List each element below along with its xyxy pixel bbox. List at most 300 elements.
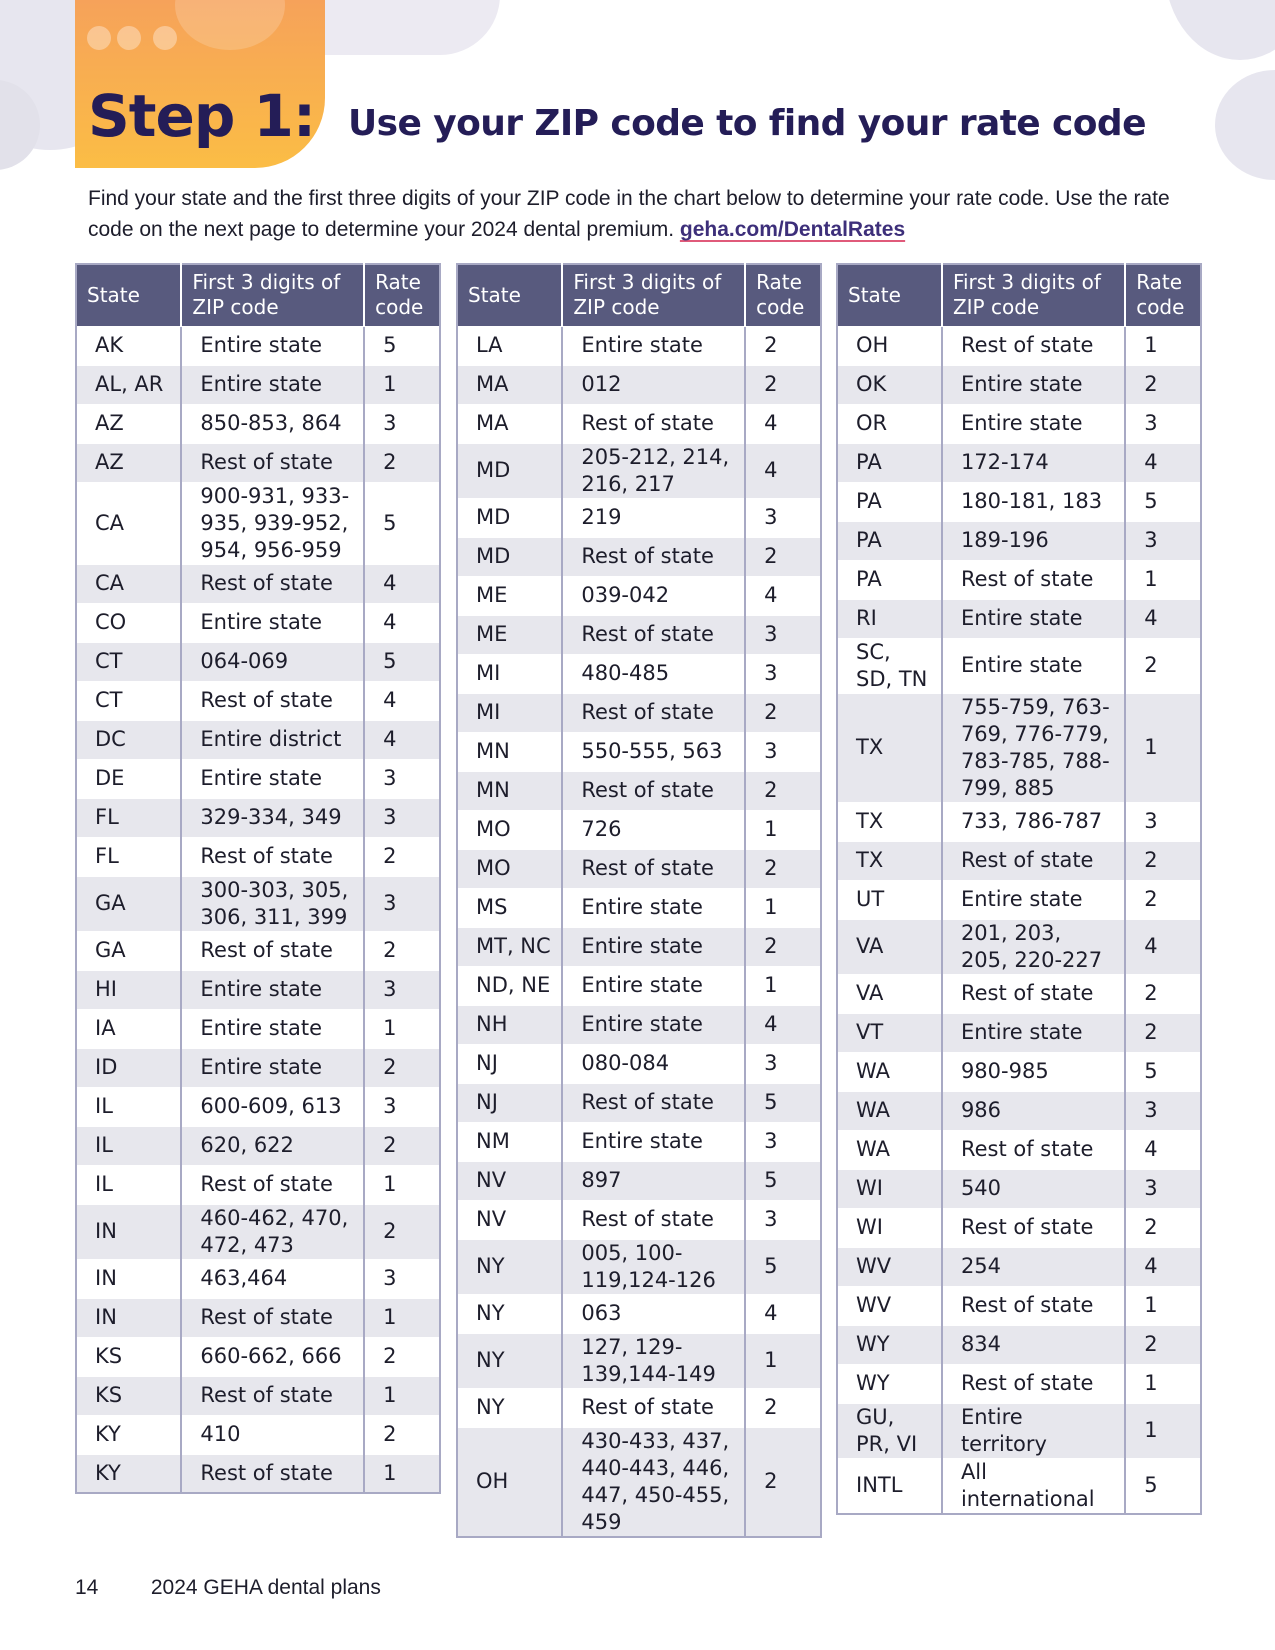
table-row (76, 603, 440, 642)
zip-cell: Entire state (942, 404, 1125, 443)
zip-cell: 430-433, 437, 440-443, 446, 447, 450-455, 459 (562, 1427, 745, 1537)
badge-dot (153, 26, 177, 50)
state-cell: NY (457, 1239, 562, 1294)
table-row (457, 498, 821, 537)
state-cell: KY (76, 1415, 181, 1454)
state-cell: IL (76, 1087, 181, 1126)
rate-cell: 1 (1125, 326, 1201, 365)
state-cell: MD (457, 498, 562, 537)
zip-cell: Entire state (181, 1048, 364, 1087)
rate-cell: 3 (364, 876, 440, 931)
rate-cell: 4 (364, 603, 440, 642)
state-cell: MI (457, 654, 562, 693)
table-row (457, 365, 821, 404)
zip-cell: 219 (562, 498, 745, 537)
state-cell: DE (76, 759, 181, 798)
badge-bubble (175, 0, 285, 50)
state-cell: VA (837, 919, 942, 974)
zip-cell: 980-985 (942, 1052, 1125, 1091)
header-zip: First 3 digits of ZIP code (181, 264, 364, 326)
zip-cell: Entire district (181, 720, 364, 759)
table-header-row (457, 264, 821, 326)
rate-cell: 2 (1125, 1208, 1201, 1247)
table-row (837, 1169, 1201, 1208)
state-cell: MO (457, 810, 562, 849)
rate-cell: 5 (364, 482, 440, 564)
rate-cell: 1 (745, 1333, 821, 1388)
state-cell: WV (837, 1247, 942, 1286)
rate-cell: 2 (1125, 1013, 1201, 1052)
zip-cell: 900-931, 933-935, 939-952, 954, 956-959 (181, 482, 364, 564)
table-row (457, 326, 821, 365)
state-cell: IN (76, 1204, 181, 1259)
rate-cell: 2 (745, 1427, 821, 1537)
state-cell: HI (76, 970, 181, 1009)
state-cell: CA (76, 482, 181, 564)
zip-cell: Rest of state (181, 837, 364, 876)
state-cell: ME (457, 615, 562, 654)
table-row (76, 642, 440, 681)
state-cell: VT (837, 1013, 942, 1052)
state-cell: NM (457, 1122, 562, 1161)
rate-cell: 3 (745, 1200, 821, 1239)
rate-cell: 4 (1125, 1130, 1201, 1169)
rate-cell: 4 (364, 681, 440, 720)
zip-cell: 540 (942, 1169, 1125, 1208)
rate-table-3 (836, 263, 1202, 1515)
zip-cell: Rest of state (942, 1286, 1125, 1325)
zip-cell: Rest of state (562, 1200, 745, 1239)
table-row (837, 560, 1201, 599)
zip-cell: 755-759, 763-769, 776-779, 783-785, 788-799, 885 (942, 693, 1125, 802)
header-state: State (457, 264, 562, 326)
state-cell: PA (837, 443, 942, 482)
zip-cell: Entire state (942, 1013, 1125, 1052)
table-row (457, 888, 821, 927)
table-row (457, 654, 821, 693)
rate-cell: 2 (1125, 638, 1201, 693)
state-cell: GA (76, 876, 181, 931)
table-body (837, 326, 1201, 1514)
state-cell: MN (457, 732, 562, 771)
table-row (837, 1052, 1201, 1091)
rate-cell: 5 (1125, 482, 1201, 521)
zip-cell: 620, 622 (181, 1126, 364, 1165)
state-cell: GA (76, 931, 181, 970)
zip-cell: Rest of state (942, 841, 1125, 880)
state-cell: OR (837, 404, 942, 443)
zip-cell: Rest of state (562, 771, 745, 810)
table-row (76, 970, 440, 1009)
rate-cell: 4 (745, 404, 821, 443)
rate-cell: 5 (1125, 1458, 1201, 1514)
rate-cell: 5 (1125, 1052, 1201, 1091)
zip-cell: 550-555, 563 (562, 732, 745, 771)
table-row (457, 1083, 821, 1122)
rate-cell: 2 (364, 837, 440, 876)
state-cell: WV (837, 1286, 942, 1325)
state-cell: MN (457, 771, 562, 810)
state-cell: NY (457, 1333, 562, 1388)
rate-cell: 1 (1125, 1364, 1201, 1403)
rate-cell: 3 (364, 798, 440, 837)
table-row (457, 1200, 821, 1239)
rate-cell: 3 (745, 654, 821, 693)
rate-cell: 5 (364, 326, 440, 365)
state-cell: WA (837, 1091, 942, 1130)
zip-cell: Rest of state (562, 849, 745, 888)
zip-cell: Rest of state (942, 1364, 1125, 1403)
table-header-row (837, 264, 1201, 326)
zip-cell: Rest of state (562, 615, 745, 654)
state-cell: MA (457, 404, 562, 443)
state-cell: CT (76, 642, 181, 681)
zip-cell: 064-069 (181, 642, 364, 681)
rate-cell: 5 (364, 642, 440, 681)
table-row (457, 537, 821, 576)
state-cell: MA (457, 365, 562, 404)
zip-cell: Entire state (562, 1122, 745, 1161)
zip-cell: 039-042 (562, 576, 745, 615)
rate-cell: 1 (364, 1376, 440, 1415)
rate-cell: 4 (745, 576, 821, 615)
table-row (837, 521, 1201, 560)
rate-cell: 1 (1125, 560, 1201, 599)
zip-cell: Entire state (562, 326, 745, 365)
state-cell: IL (76, 1126, 181, 1165)
state-cell: TX (837, 841, 942, 880)
header-state: State (837, 264, 942, 326)
table-row (76, 1126, 440, 1165)
table-row (457, 1427, 821, 1537)
table-row (76, 1415, 440, 1454)
zip-cell: Entire state (942, 638, 1125, 693)
rate-cell: 2 (745, 771, 821, 810)
rate-cell: 2 (364, 1204, 440, 1259)
state-cell: ND, NE (457, 966, 562, 1005)
table-row (837, 802, 1201, 841)
table-row (76, 1298, 440, 1337)
page-footer (75, 1576, 381, 1600)
table-row (76, 1048, 440, 1087)
rate-cell: 3 (364, 1259, 440, 1298)
table-row (457, 966, 821, 1005)
header-zip: First 3 digits of ZIP code (562, 264, 745, 326)
rate-cell: 3 (364, 1087, 440, 1126)
zip-cell: 201, 203, 205, 220-227 (942, 919, 1125, 974)
intro-text: Find your state and the first three digits of your ZIP code in the chart below to determine your rate code. Use the rate code on the next page to determine your 2024 dental premium. (88, 187, 1170, 241)
zip-cell: 733, 786-787 (942, 802, 1125, 841)
rate-cell: 4 (1125, 443, 1201, 482)
state-cell: WY (837, 1325, 942, 1364)
state-cell: AL, AR (76, 365, 181, 404)
rate-cell: 4 (1125, 1247, 1201, 1286)
background-blob (1165, 0, 1275, 60)
state-cell: WA (837, 1130, 942, 1169)
zip-cell: 172-174 (942, 443, 1125, 482)
header-state: State (76, 264, 181, 326)
table-row (837, 1403, 1201, 1458)
zip-cell: Rest of state (942, 974, 1125, 1013)
table-row (457, 849, 821, 888)
rate-cell: 1 (1125, 1286, 1201, 1325)
zip-cell: Entire state (181, 970, 364, 1009)
state-cell: FL (76, 798, 181, 837)
state-cell: WA (837, 1052, 942, 1091)
rate-cell: 2 (364, 1415, 440, 1454)
state-cell: ME (457, 576, 562, 615)
table-row (837, 880, 1201, 919)
state-cell: IN (76, 1298, 181, 1337)
zip-cell: Rest of state (181, 1376, 364, 1415)
table-row (457, 404, 821, 443)
zip-cell: Entire state (942, 599, 1125, 638)
state-cell: PA (837, 521, 942, 560)
zip-cell: Entire state (562, 1005, 745, 1044)
table-row (457, 1388, 821, 1427)
zip-cell: Entire state (181, 365, 364, 404)
zip-cell: 850-853, 864 (181, 404, 364, 443)
table-row (457, 615, 821, 654)
zip-cell: 180-181, 183 (942, 482, 1125, 521)
table-row (837, 1247, 1201, 1286)
table-row (76, 931, 440, 970)
table-row (76, 1454, 440, 1493)
zip-cell: 005, 100-119,124-126 (562, 1239, 745, 1294)
rate-cell: 1 (364, 1009, 440, 1048)
state-cell: IA (76, 1009, 181, 1048)
table-row (76, 759, 440, 798)
zip-cell: Rest of state (181, 1298, 364, 1337)
state-cell: CT (76, 681, 181, 720)
rate-cell: 5 (745, 1161, 821, 1200)
table-row (457, 1161, 821, 1200)
state-cell: MD (457, 537, 562, 576)
rate-cell: 3 (1125, 404, 1201, 443)
state-cell: GU, PR, VI (837, 1403, 942, 1458)
zip-cell: Entire territory (942, 1403, 1125, 1458)
rate-cell: 1 (745, 810, 821, 849)
rate-cell: 3 (364, 759, 440, 798)
rate-cell: 2 (1125, 880, 1201, 919)
zip-cell: Rest of state (181, 564, 364, 603)
state-cell: MI (457, 693, 562, 732)
zip-cell: All international (942, 1458, 1125, 1514)
state-cell: KS (76, 1376, 181, 1415)
rate-cell: 2 (1125, 974, 1201, 1013)
zip-cell: 254 (942, 1247, 1125, 1286)
badge-dot (117, 26, 141, 50)
zip-cell: Entire state (942, 880, 1125, 919)
table-row (457, 1333, 821, 1388)
page-title: Use your ZIP code to find your rate code (348, 103, 1146, 144)
zip-cell: Rest of state (181, 931, 364, 970)
table-row (76, 1259, 440, 1298)
state-cell: UT (837, 880, 942, 919)
state-cell: SC, SD, TN (837, 638, 942, 693)
state-cell: OH (837, 326, 942, 365)
table-row (76, 837, 440, 876)
zip-cell: 726 (562, 810, 745, 849)
rate-cell: 2 (745, 1388, 821, 1427)
zip-cell: Rest of state (562, 1083, 745, 1122)
rate-table-1 (75, 263, 441, 1494)
table-row (76, 1337, 440, 1376)
zip-cell: 063 (562, 1294, 745, 1333)
table-row (837, 693, 1201, 802)
zip-cell: Entire state (942, 365, 1125, 404)
state-cell: NY (457, 1388, 562, 1427)
zip-cell: 329-334, 349 (181, 798, 364, 837)
rate-cell: 2 (745, 849, 821, 888)
table-row (837, 1325, 1201, 1364)
rate-table-2 (456, 263, 822, 1538)
state-cell: NV (457, 1200, 562, 1239)
rate-cell: 2 (364, 931, 440, 970)
table-row (457, 576, 821, 615)
header-rate: Rate code (1125, 264, 1201, 326)
zip-cell: 897 (562, 1161, 745, 1200)
zip-cell: 189-196 (942, 521, 1125, 560)
table-row (457, 1005, 821, 1044)
state-cell: IL (76, 1165, 181, 1204)
state-cell: ID (76, 1048, 181, 1087)
state-cell: IN (76, 1259, 181, 1298)
zip-cell: Rest of state (562, 404, 745, 443)
table-row (457, 1044, 821, 1083)
table-row (837, 482, 1201, 521)
zip-cell: 660-662, 666 (181, 1337, 364, 1376)
rate-cell: 1 (364, 1298, 440, 1337)
table-row (837, 1286, 1201, 1325)
zip-cell: Rest of state (562, 693, 745, 732)
background-blob (1215, 70, 1275, 180)
zip-cell: Entire state (181, 326, 364, 365)
state-cell: AK (76, 326, 181, 365)
rate-cell: 4 (745, 1294, 821, 1333)
rate-cell: 2 (364, 1048, 440, 1087)
zip-cell: Rest of state (181, 443, 364, 482)
state-cell: NH (457, 1005, 562, 1044)
rate-cell: 5 (745, 1239, 821, 1294)
table-row (457, 693, 821, 732)
table-row (457, 1294, 821, 1333)
table-row (837, 365, 1201, 404)
state-cell: AZ (76, 443, 181, 482)
rate-cell: 3 (364, 404, 440, 443)
table-row (457, 732, 821, 771)
rate-cell: 3 (745, 615, 821, 654)
rate-cell: 2 (745, 693, 821, 732)
rate-cell: 1 (364, 1165, 440, 1204)
rate-cell: 1 (745, 888, 821, 927)
state-cell: DC (76, 720, 181, 759)
state-cell: MD (457, 443, 562, 498)
state-cell: OH (457, 1427, 562, 1537)
state-cell: NJ (457, 1044, 562, 1083)
table-row (76, 564, 440, 603)
state-cell: KS (76, 1337, 181, 1376)
table-row (76, 482, 440, 564)
state-cell: WI (837, 1169, 942, 1208)
state-cell: MS (457, 888, 562, 927)
intro-paragraph (88, 183, 1208, 245)
table-row (837, 974, 1201, 1013)
table-row (457, 771, 821, 810)
rate-cell: 4 (745, 443, 821, 498)
table-row (837, 1130, 1201, 1169)
table-row (76, 720, 440, 759)
state-cell: TX (837, 802, 942, 841)
rate-cell: 4 (1125, 919, 1201, 974)
zip-cell: Entire state (181, 759, 364, 798)
rate-cell: 3 (364, 970, 440, 1009)
page-number: 14 (75, 1576, 99, 1599)
table-row (457, 1239, 821, 1294)
table-row (837, 599, 1201, 638)
table-row (76, 443, 440, 482)
rate-cell: 2 (364, 443, 440, 482)
zip-cell: 986 (942, 1091, 1125, 1130)
table-row (76, 1009, 440, 1048)
zip-cell: 080-084 (562, 1044, 745, 1083)
header-zip: First 3 digits of ZIP code (942, 264, 1125, 326)
state-cell: WY (837, 1364, 942, 1403)
dental-rates-link[interactable]: geha.com/DentalRates (679, 218, 906, 241)
rate-cell: 1 (364, 365, 440, 404)
rate-cell: 2 (364, 1126, 440, 1165)
rate-cell: 4 (364, 720, 440, 759)
table-row (457, 810, 821, 849)
state-cell: AZ (76, 404, 181, 443)
table-row (837, 841, 1201, 880)
rate-cell: 2 (1125, 1325, 1201, 1364)
rate-cell: 1 (364, 1454, 440, 1493)
table-row (76, 798, 440, 837)
rate-cell: 1 (1125, 1403, 1201, 1458)
rate-cell: 3 (1125, 521, 1201, 560)
table-row (837, 1013, 1201, 1052)
table-row (837, 443, 1201, 482)
state-cell: MT, NC (457, 927, 562, 966)
rate-cell: 3 (745, 498, 821, 537)
state-cell: CA (76, 564, 181, 603)
zip-cell: 127, 129-139,144-149 (562, 1333, 745, 1388)
table-row (837, 1091, 1201, 1130)
rate-cell: 4 (745, 1005, 821, 1044)
table-row (76, 1165, 440, 1204)
zip-cell: 205-212, 214, 216, 217 (562, 443, 745, 498)
state-cell: VA (837, 974, 942, 1013)
zip-cell: Rest of state (942, 560, 1125, 599)
state-cell: PA (837, 482, 942, 521)
rate-cell: 1 (745, 966, 821, 1005)
rate-cell: 5 (745, 1083, 821, 1122)
rate-cell: 3 (1125, 802, 1201, 841)
table-row (76, 1204, 440, 1259)
state-cell: NV (457, 1161, 562, 1200)
rate-cell: 2 (745, 365, 821, 404)
table-row (76, 365, 440, 404)
table-row (76, 326, 440, 365)
rate-cell: 3 (1125, 1169, 1201, 1208)
rate-cell: 2 (1125, 365, 1201, 404)
state-cell: RI (837, 599, 942, 638)
rate-cell: 3 (1125, 1091, 1201, 1130)
step-label: Step 1: (88, 82, 316, 150)
table-row (457, 927, 821, 966)
table-row (837, 326, 1201, 365)
